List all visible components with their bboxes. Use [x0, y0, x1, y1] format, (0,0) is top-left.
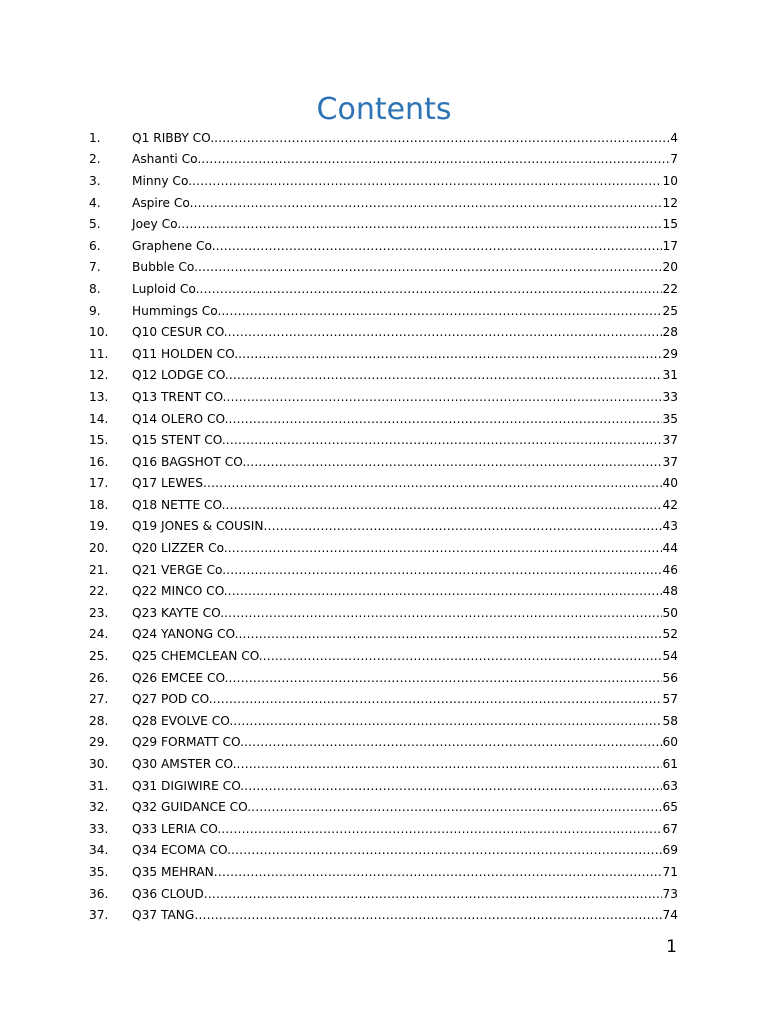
- toc-entry-page-number: 71: [662, 864, 678, 879]
- toc-entry-link[interactable]: Hummings Co.: [132, 303, 222, 318]
- toc-entry-page-number: 56: [662, 670, 678, 685]
- toc-entry-page-number: 60: [662, 735, 678, 750]
- toc-entry-number: 6.: [89, 238, 101, 253]
- toc-entry-number: 16.: [89, 454, 109, 469]
- toc-entry[interactable]: [89, 537, 678, 559]
- toc-entry-link[interactable]: Q11 HOLDEN CO.: [132, 346, 239, 361]
- toc-entry-link[interactable]: Q13 TRENT CO.: [132, 389, 227, 404]
- toc-entry-page-number: 4: [670, 130, 678, 145]
- toc-dot-leader: [221, 821, 662, 837]
- toc-entry-number: 18.: [89, 497, 109, 512]
- toc-entry-link[interactable]: Q25 CHEMCLEAN CO.: [132, 649, 263, 664]
- toc-dot-leader: [214, 130, 670, 146]
- toc-entry[interactable]: [89, 365, 678, 387]
- toc-entry[interactable]: [89, 192, 678, 214]
- toc-dot-leader: [226, 497, 663, 513]
- toc-entry-number: 34.: [89, 843, 109, 858]
- toc-entry[interactable]: [89, 213, 678, 235]
- toc-entry-page-number: 40: [662, 476, 678, 491]
- toc-entry-number: 29.: [89, 735, 109, 750]
- toc-entry-page-number: 37: [662, 433, 678, 448]
- toc-entry[interactable]: [89, 710, 678, 732]
- toc-dot-leader: [228, 540, 663, 556]
- toc-entry-page-number: 35: [662, 411, 678, 426]
- toc-entry-number: 9.: [89, 303, 101, 318]
- toc-dot-leader: [237, 756, 663, 772]
- toc-entry-link[interactable]: Q20 LIZZER Co.: [132, 541, 228, 556]
- toc-dot-leader: [228, 411, 662, 427]
- toc-entry-link[interactable]: Q22 MINCO CO.: [132, 584, 228, 599]
- toc-dot-leader: [221, 303, 662, 319]
- toc-entry-number: 35.: [89, 864, 109, 879]
- page-number: 1: [666, 937, 677, 957]
- toc-dot-leader: [213, 691, 663, 707]
- toc-entry-link[interactable]: Q17 LEWES: [132, 476, 203, 491]
- toc-dot-leader: [216, 238, 663, 254]
- toc-entry[interactable]: [89, 149, 678, 171]
- toc-entry[interactable]: [89, 602, 678, 624]
- toc-entry-link[interactable]: Aspire Co.: [132, 195, 194, 210]
- toc-entry-page-number: 61: [662, 757, 678, 772]
- toc-entry-page-number: 69: [662, 843, 678, 858]
- toc-entry-link[interactable]: Ashanti Co.: [132, 152, 202, 167]
- toc-dot-leader: [228, 324, 663, 340]
- toc-entry-page-number: 67: [662, 821, 678, 836]
- toc-entry-number: 27.: [89, 692, 109, 707]
- toc-entry[interactable]: [89, 580, 678, 602]
- toc-entry[interactable]: [89, 645, 678, 667]
- toc-entry-number: 28.: [89, 713, 109, 728]
- toc-entry-link[interactable]: Minny Co.: [132, 173, 193, 188]
- toc-entry[interactable]: [89, 775, 678, 797]
- toc-dot-leader: [227, 389, 663, 405]
- toc-entry-page-number: 65: [662, 800, 678, 815]
- toc-entry[interactable]: [89, 861, 678, 883]
- toc-entry[interactable]: [89, 904, 678, 926]
- toc-entry[interactable]: [89, 170, 678, 192]
- toc-entry[interactable]: [89, 429, 678, 451]
- toc-dot-leader: [229, 367, 663, 383]
- toc-entry-page-number: 46: [662, 562, 678, 577]
- toc-entry-number: 14.: [89, 411, 109, 426]
- toc-entry-link[interactable]: Q35 MEHRAN: [132, 864, 214, 879]
- toc-entry[interactable]: [89, 127, 678, 149]
- toc-entry-page-number: 15: [662, 217, 678, 232]
- toc-dot-leader: [194, 195, 663, 211]
- toc-entry-page-number: 58: [662, 713, 678, 728]
- toc-entry[interactable]: [89, 343, 678, 365]
- toc-entry-link[interactable]: Joey Co.: [132, 217, 182, 232]
- toc-entry-link[interactable]: Q1 RIBBY CO.: [132, 130, 215, 145]
- toc-entry-link[interactable]: Q14 OLERO CO.: [132, 411, 229, 426]
- toc-entry-number: 36.: [89, 886, 109, 901]
- toc-entry[interactable]: [89, 300, 678, 322]
- toc-entry-number: 25.: [89, 649, 109, 664]
- toc-entry[interactable]: [89, 667, 678, 689]
- toc-entry-number: 23.: [89, 605, 109, 620]
- toc-dot-leader: [244, 778, 662, 794]
- toc-entry[interactable]: [89, 494, 678, 516]
- toc-dot-leader: [228, 583, 663, 599]
- toc-entry-page-number: 29: [662, 346, 678, 361]
- toc-entry-number: 12.: [89, 368, 109, 383]
- toc-entry-number: 22.: [89, 584, 109, 599]
- toc-entry-link[interactable]: Q12 LODGE CO.: [132, 368, 229, 383]
- toc-entry-page-number: 57: [662, 692, 678, 707]
- toc-entry-link[interactable]: Q18 NETTE CO.: [132, 497, 226, 512]
- toc-entry-number: 33.: [89, 821, 109, 836]
- toc-entry[interactable]: [89, 451, 678, 473]
- toc-dot-leader: [214, 864, 663, 880]
- toc-entry-number: 15.: [89, 433, 109, 448]
- toc-dot-leader: [263, 518, 662, 534]
- toc-dot-leader: [201, 151, 670, 167]
- toc-dot-leader: [231, 842, 662, 858]
- toc-entry-number: 2.: [89, 152, 101, 167]
- toc-entry-number: 20.: [89, 541, 109, 556]
- toc-entry-page-number: 54: [662, 649, 678, 664]
- toc-entry-number: 3.: [89, 173, 101, 188]
- toc-entry[interactable]: [89, 688, 678, 710]
- toc-entry[interactable]: [89, 753, 678, 775]
- toc-entry-link[interactable]: Q26 EMCEE CO.: [132, 670, 229, 685]
- toc-entry-number: 1.: [89, 130, 101, 145]
- toc-entry-link[interactable]: Q21 VERGE Co.: [132, 562, 227, 577]
- toc-entry[interactable]: [89, 321, 678, 343]
- toc-dot-leader: [238, 626, 662, 642]
- toc-entry-number: 17.: [89, 476, 109, 491]
- toc-entry-page-number: 48: [662, 584, 678, 599]
- toc-entry-page-number: 74: [662, 908, 678, 923]
- toc-entry-number: 31.: [89, 778, 109, 793]
- toc-entry[interactable]: [89, 796, 678, 818]
- toc-entry-link[interactable]: Q24 YANONG CO.: [132, 627, 239, 642]
- toc-entry[interactable]: [89, 235, 678, 257]
- toc-entry-number: 4.: [89, 195, 101, 210]
- toc-entry-number: 10.: [89, 325, 109, 340]
- toc-entry-page-number: 31: [662, 368, 678, 383]
- table-of-contents: [89, 127, 678, 926]
- toc-dot-leader: [198, 259, 663, 275]
- toc-dot-leader: [194, 907, 662, 923]
- toc-entry-link[interactable]: Luploid Co.: [132, 281, 200, 296]
- toc-entry[interactable]: [89, 818, 678, 840]
- toc-entry-number: 19.: [89, 519, 109, 534]
- toc-entry-number: 21.: [89, 562, 109, 577]
- toc-entry-link[interactable]: Q10 CESUR CO.: [132, 325, 228, 340]
- toc-dot-leader: [181, 216, 662, 232]
- toc-dot-leader: [238, 346, 662, 362]
- toc-dot-leader: [244, 734, 663, 750]
- toc-entry-number: 30.: [89, 757, 109, 772]
- toc-entry-page-number: 25: [662, 303, 678, 318]
- toc-entry-link[interactable]: Q29 FORMATT CO.: [132, 735, 244, 750]
- toc-entry[interactable]: [89, 473, 678, 495]
- toc-entry-link[interactable]: Q19 JONES & COUSIN: [132, 519, 264, 534]
- toc-dot-leader: [200, 281, 663, 297]
- toc-dot-leader: [226, 562, 662, 578]
- toc-entry[interactable]: [89, 732, 678, 754]
- toc-entry[interactable]: [89, 559, 678, 581]
- toc-entry-number: 37.: [89, 908, 109, 923]
- toc-entry-page-number: 33: [662, 389, 678, 404]
- toc-dot-leader: [203, 475, 663, 491]
- toc-entry-number: 7.: [89, 260, 101, 275]
- toc-entry-link[interactable]: Q33 LERIA CO.: [132, 821, 222, 836]
- toc-entry[interactable]: [89, 278, 678, 300]
- toc-dot-leader: [246, 454, 662, 470]
- toc-dot-leader: [224, 605, 662, 621]
- toc-entry-number: 24.: [89, 627, 109, 642]
- toc-entry-link[interactable]: Graphene Co.: [132, 238, 216, 253]
- toc-entry[interactable]: [89, 408, 678, 430]
- toc-dot-leader: [204, 886, 663, 902]
- toc-entry[interactable]: [89, 257, 678, 279]
- toc-entry[interactable]: [89, 624, 678, 646]
- toc-entry-page-number: 22: [662, 281, 678, 296]
- toc-entry-page-number: 17: [662, 238, 678, 253]
- toc-entry-page-number: 7: [670, 152, 678, 167]
- toc-entry-page-number: 44: [662, 541, 678, 556]
- toc-entry-number: 11.: [89, 346, 109, 361]
- toc-entry-page-number: 10: [662, 173, 678, 188]
- toc-entry-link[interactable]: Q15 STENT CO.: [132, 433, 226, 448]
- toc-entry[interactable]: [89, 516, 678, 538]
- toc-entry-page-number: 42: [662, 497, 678, 512]
- toc-entry-link[interactable]: Q37 TANG: [132, 908, 195, 923]
- toc-dot-leader: [228, 670, 662, 686]
- toc-entry-link[interactable]: Q16 BAGSHOT CO.: [132, 454, 247, 469]
- toc-entry-link[interactable]: Q30 AMSTER CO.: [132, 757, 237, 772]
- toc-entry-number: 5.: [89, 217, 101, 232]
- toc-dot-leader: [263, 648, 663, 664]
- toc-entry-link[interactable]: Bubble Co.: [132, 260, 198, 275]
- toc-entry-link[interactable]: Q36 CLOUD: [132, 886, 204, 901]
- toc-entry-page-number: 20: [662, 260, 678, 275]
- toc-dot-leader: [251, 799, 662, 815]
- toc-entry-page-number: 37: [662, 454, 678, 469]
- toc-entry-number: 13.: [89, 389, 109, 404]
- toc-entry-page-number: 73: [662, 886, 678, 901]
- page-title: Contents: [316, 92, 452, 127]
- toc-entry-page-number: 52: [662, 627, 678, 642]
- toc-entry-page-number: 50: [662, 605, 678, 620]
- toc-entry-page-number: 43: [662, 519, 678, 534]
- toc-entry-link[interactable]: Q31 DIGIWIRE CO.: [132, 778, 245, 793]
- toc-dot-leader: [192, 173, 662, 189]
- toc-entry-link[interactable]: Q34 ECOMA CO.: [132, 843, 231, 858]
- toc-entry[interactable]: [89, 883, 678, 905]
- toc-entry-link[interactable]: Q27 POD CO.: [132, 692, 213, 707]
- toc-entry-link[interactable]: Q28 EVOLVE CO.: [132, 713, 234, 728]
- toc-entry-number: 32.: [89, 800, 109, 815]
- toc-dot-leader: [226, 432, 663, 448]
- toc-entry-number: 26.: [89, 670, 109, 685]
- toc-entry-page-number: 12: [662, 195, 678, 210]
- toc-entry[interactable]: [89, 840, 678, 862]
- toc-dot-leader: [233, 713, 662, 729]
- toc-entry-page-number: 63: [662, 778, 678, 793]
- toc-entry-number: 8.: [89, 281, 101, 296]
- toc-entry-link[interactable]: Q32 GUIDANCE CO.: [132, 800, 252, 815]
- toc-entry[interactable]: [89, 386, 678, 408]
- toc-entry-link[interactable]: Q23 KAYTE CO.: [132, 605, 225, 620]
- toc-entry-page-number: 28: [662, 325, 678, 340]
